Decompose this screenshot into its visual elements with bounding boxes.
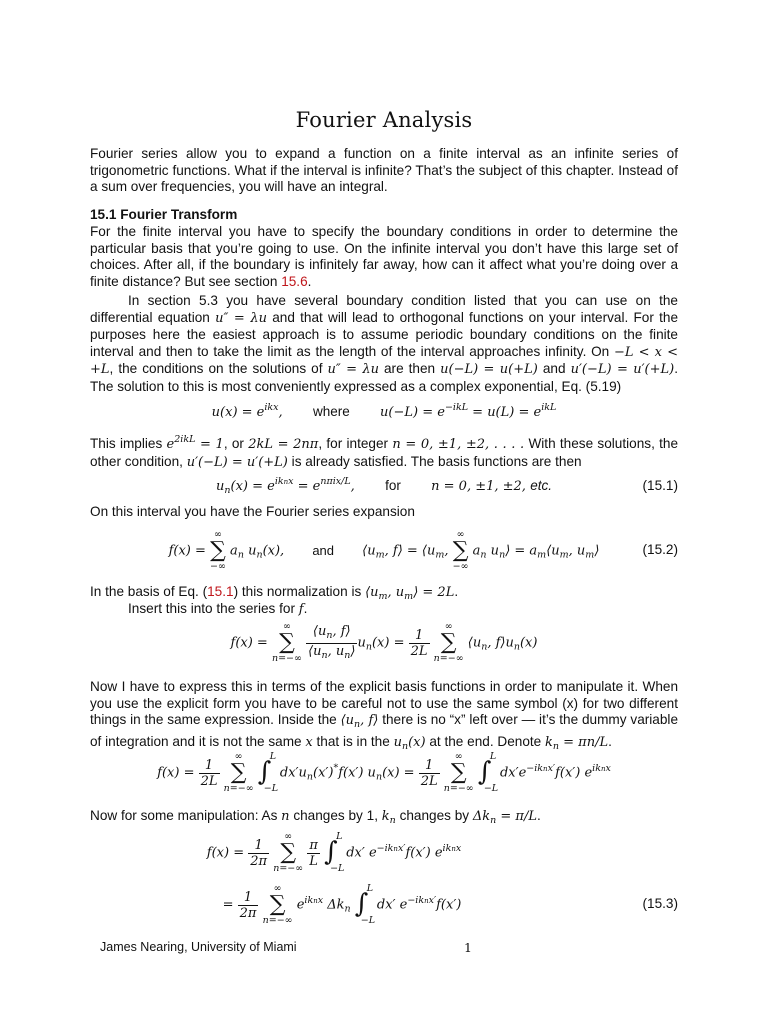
- footer-author: James Nearing, University of Miami: [100, 940, 297, 954]
- equation-expansion: f(x) = ∞ ∑ n=−∞ $\frac{⟨u_n, f⟩}{⟨u_n, u_n⟩}$ $u_n(x)$ = $\frac{1}{2L}$ ∞ ∑ n=−∞ $⟨u_n$, $f⟩u_n(x)$: [230, 621, 538, 664]
- section-heading: 15.1 Fourier Transform: [90, 207, 238, 222]
- intro-paragraph: Fourier series allow you to expand a function on a finite interval as an infinite series of trigonometric functions. What if the interval is infinite? That’s the subject of this chapter. Instead of a sum over frequencies, you will have an integral.: [90, 146, 678, 195]
- equation-15-1: $u_n(x) = e^{iknx} = e^{n\pi ix/L}$, for n = 0, ±1, ±2, etc. (15.1): [216, 476, 678, 496]
- paragraph-periodic: In section 5.3 you have several boundary condition listed that you can use on the differential equation u″ = λu and that will lead to orthogonal functions on your interval. For the purposes here the easiest approach is to assume periodic boundary conditions on the finite interval and then to take the limit as the length of the interval approaches infinity. On −L < x < +L, the conditions on the solutions of u″ = λu are then u(−L) = u(+L) and u′(−L) = u′(+L). The solution to this is most conveniently expressed as a complex exponential, Eq. (5.19): [90, 293, 679, 394]
- equation-solution: $u(x) = e^{ikx}$, where $u(-L) = e^{-ikL} = u(L) = e^{ikL}$: [211, 402, 557, 420]
- equation-number: (15.3): [642, 896, 678, 911]
- equation-number: (15.1): [642, 478, 678, 493]
- equation-ref-link[interactable]: 15.1: [207, 584, 234, 599]
- equation-15-2: f(x) = ∞ ∑ −∞ $a_n$ $u_n(x)$, and $⟨u_m$, f⟩ = $⟨u_m$, ∞ ∑ −∞ $a_n$ $u_n⟩$ = $a_m⟨u_m$, $u_m⟩$ (15.2): [168, 529, 678, 572]
- paragraph-manipulation: Now for some manipulation: As n changes by 1, $k_n$ changes by $\Delta k_n = \pi/L$.: [90, 808, 541, 826]
- page-number: 1: [464, 940, 472, 955]
- equation-15-3: = $\frac{1}{2\pi}$ ∞ ∑ n=−∞ $e^{iknx}$ $\Delta k_n$ ∫ L −L dx′ $e^{-iknx'}f(x')$ (15.3): [222, 883, 678, 926]
- chapter-title: Fourier Analysis: [295, 108, 473, 132]
- equation-integral: f(x) = $\frac{1}{2L}$ ∞ ∑ n=−∞ ∫ L −L $dx'u_n(x')^*f(x') u_n(x)$ = $\frac{1}{2L}$ ∞ ∑ n=−∞ ∫ L −L $dx'e^{-iknx'}f(x')$ $e^{iknx}$: [157, 751, 611, 794]
- paragraph-series: On this interval you have the Fourier series expansion: [90, 504, 415, 519]
- paragraph-explicit: Now I have to express this in terms of the explicit basis functions in order to manipulate it. When you use the explicit form you have to be careful not to use the same symbol (x) for two different things in the same expression. Inside the $⟨u_n$, f⟩ there is no “x” left over — it’s the dummy variable of integration and it is not the same x that is in the $u_n(x)$ at the end. Denote $k_n = \pi n/L$.: [90, 679, 678, 752]
- equation-number: (15.2): [642, 542, 678, 557]
- equation-manip-line1: f(x) = $\frac{1}{2\pi}$ ∞ ∑ n=−∞ $\frac{\pi}{L}$ ∫ L −L dx′ $e^{-iknx'}f(x')$ $e^{iknx}$: [206, 831, 462, 874]
- section-ref-link[interactable]: 15.6: [281, 273, 308, 289]
- paragraph-insert: Insert this into the series for f.: [128, 601, 308, 617]
- paragraph-implies: This implies $e^{2ikL} = 1$, or 2kL = 2nπ, for integer n = 0, ±1, ±2, . . . . With these solutions, the other condition, u′(−L) = u′(+L) is already satisfied. The basis functions are then: [90, 434, 679, 470]
- paragraph-boundary: For the finite interval you have to specify the boundary conditions in order to determine the particular basis that you’re going to use. On the infinite interval you don’t have this large set of choices. After all, if the boundary is infinitely far away, how can it affect what you’re doing over a finite distance? But see section 15.6.: [90, 224, 678, 289]
- paragraph-normalization: In the basis of Eq. (15.1) this normalization is $⟨u_m$, $u_m⟩ = 2L$.: [90, 584, 459, 602]
